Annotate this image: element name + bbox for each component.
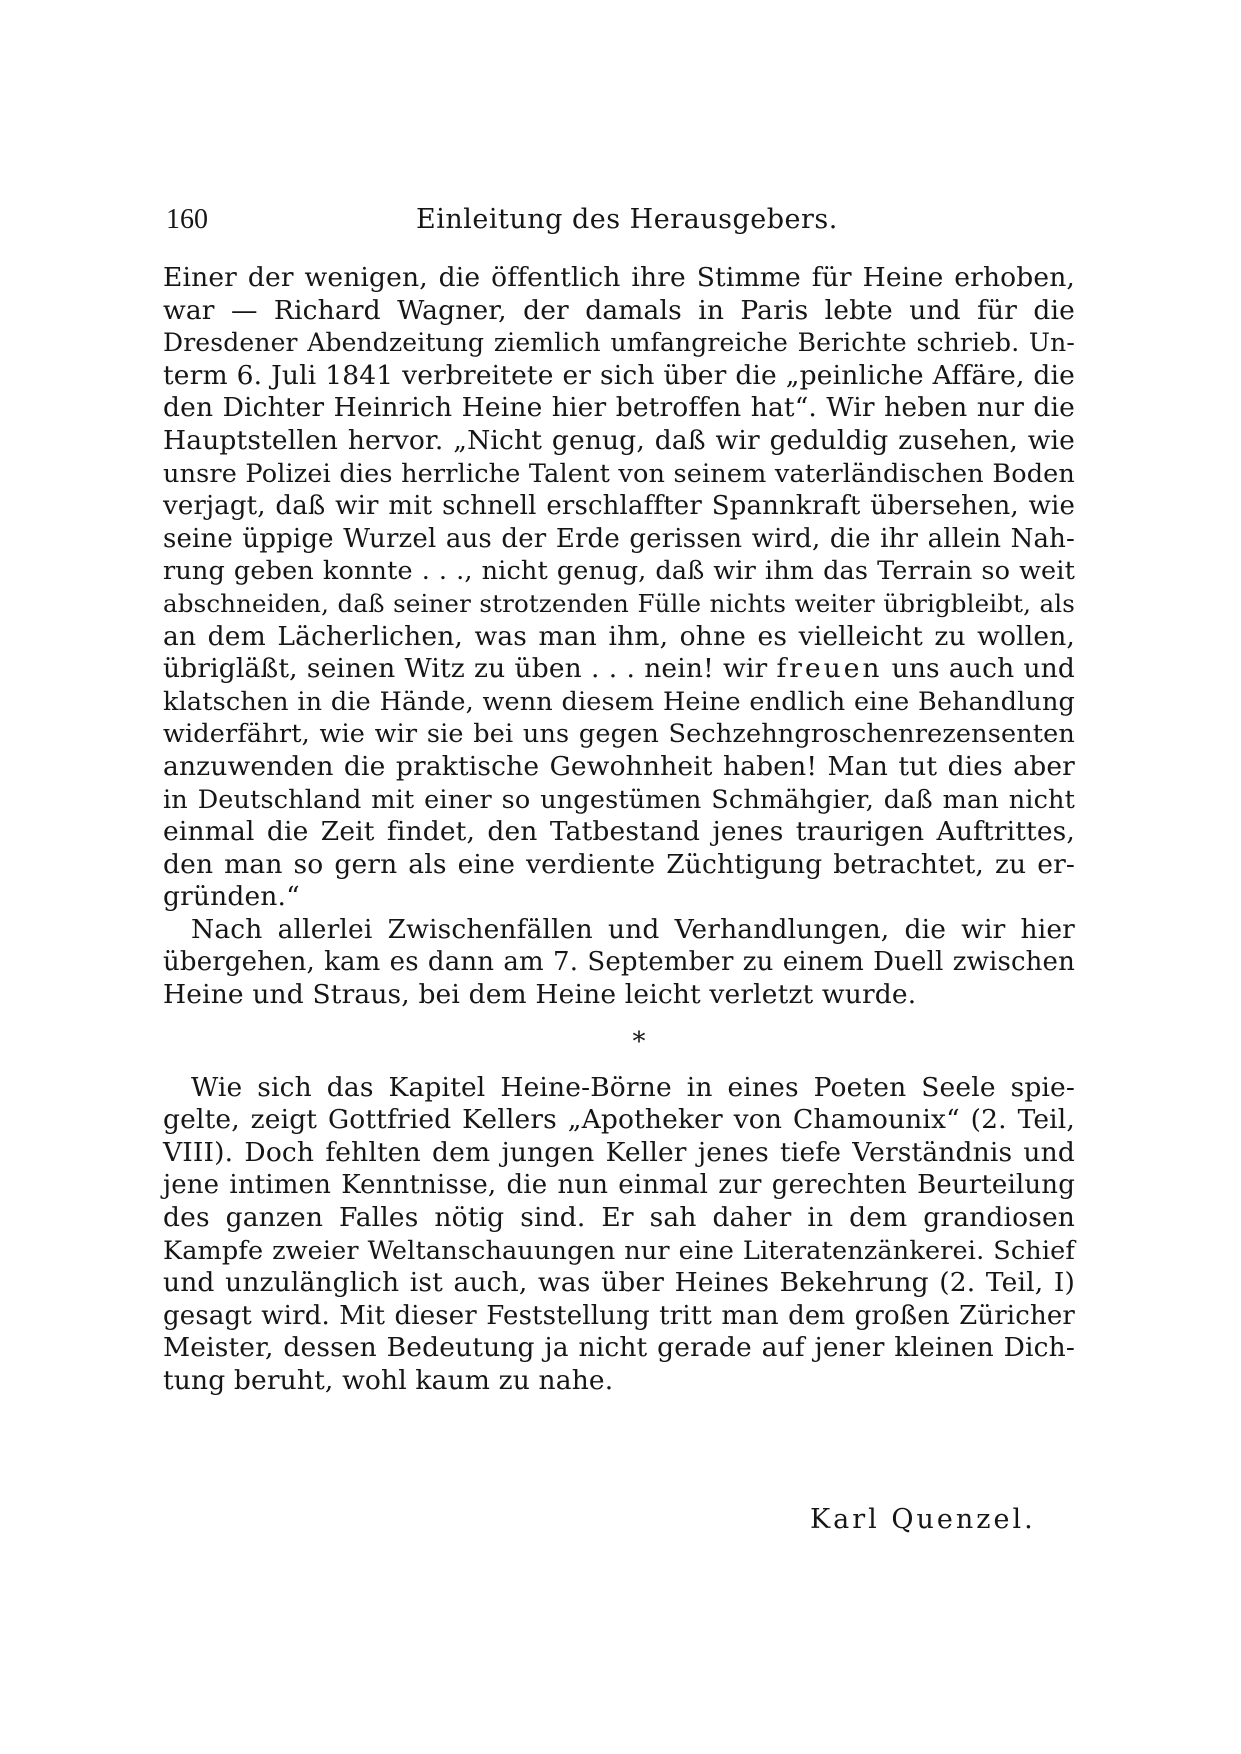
text-line: VIII). Doch fehlten dem jungen Keller jenes tiefe Verständnis und	[163, 1136, 1075, 1168]
text-line: Meister, dessen Bedeutung ja nicht gerade auf jener kleinen Dich-	[163, 1332, 1075, 1364]
text-line: Hauptstellen hervor. „Nicht genug, daß wir geduldig zusehen, wie	[163, 424, 1075, 456]
text-line: übergehen, kam es dann am 7. September zu einem Duell zwischen	[163, 947, 1075, 978]
text-line: abschneiden, daß seiner strotzenden Fülle nichts weiter übrigbleibt, als	[163, 588, 1075, 618]
text-line: des ganzen Falles nötig sind. Er sah daher in dem grandiosen	[163, 1202, 1075, 1234]
paragraph-duel	[163, 914, 1075, 1012]
text-line: rung geben konnte . . ., nicht genug, daß wir ihm das Terrain so weit	[163, 556, 1075, 587]
page-header	[166, 200, 1086, 240]
text-line: einmal die Zeit findet, den Tatbestand jenes traurigen Auftrittes,	[163, 816, 1075, 848]
body-text	[163, 262, 1075, 1398]
text-line: widerfährt, wie wir sie bei uns gegen Sechzehngroschenrezensenten	[163, 719, 1075, 750]
author-signature: Karl Quenzel.	[810, 1504, 1036, 1535]
text-line: und unzulänglich ist auch, was über Heines Bekehrung (2. Teil, I)	[163, 1267, 1075, 1299]
text-line: den Dichter Heinrich Heine hier betroffen hat“. Wir heben nur die	[163, 392, 1075, 424]
text-line: seine üppige Wurzel aus der Erde gerissen wird, die ihr allein Nah-	[163, 523, 1075, 554]
text-line: Nach allerlei Zwischenfällen und Verhandlungen, die wir hier	[191, 913, 1075, 945]
text-line: verjagt, daß wir mit schnell erschlaffter Spannkraft übersehen, wie	[163, 491, 1075, 522]
text-line: in Deutschland mit einer so ungestümen Schmähgier, daß man nicht	[163, 784, 1075, 815]
text-line: an dem Lächerlichen, was man ihm, ohne es vielleicht zu wollen,	[163, 620, 1075, 652]
section-separator: *	[632, 1026, 646, 1057]
page-number: 160	[166, 204, 208, 235]
text-line-emphasis	[163, 653, 1075, 686]
text-line: Einer der wenigen, die öffentlich ihre Stimme für Heine erhoben,	[163, 262, 1075, 293]
running-head: Einleitung des Herausgebers.	[416, 204, 838, 235]
text-line: term 6. Juli 1841 verbreitete er sich über die „peinliche Affäre, die	[163, 359, 1075, 391]
text-line: gründen.“	[163, 881, 300, 913]
text-line: gesagt wird. Mit dieser Feststellung tritt man dem großen Züricher	[163, 1300, 1075, 1331]
text-line: Wie sich das Kapitel Heine-Börne in eines Poeten Seele spie-	[191, 1071, 1075, 1103]
text-line: gelte, zeigt Gottfried Kellers „Apotheker von Chamounix“ (2. Teil,	[163, 1104, 1075, 1136]
paragraph-keller	[163, 1072, 1075, 1398]
text-line: Heine und Straus, bei dem Heine leicht verletzt wurde.	[163, 979, 917, 1011]
spaced-emphasis: freuen	[776, 653, 883, 685]
text-line: Dresdener Abendzeitung ziemlich umfangreiche Berichte schrieb. Un-	[163, 328, 1075, 358]
text-line: unsre Polizei dies herrliche Talent von seinem vaterländischen Boden	[163, 458, 1075, 489]
text-line: anzuwenden die praktische Gewohnheit haben! Man tut dies aber	[163, 750, 1075, 782]
text-line: den man so gern als eine verdiente Züchtigung betrachtet, zu er-	[163, 848, 1075, 880]
text-line: tung beruht, wohl kaum zu nahe.	[163, 1365, 614, 1396]
text-line: war — Richard Wagner, der damals in Paris lebte und für die	[163, 294, 1075, 326]
text-line: klatschen in die Hände, wenn diesem Heine endlich eine Behandlung	[163, 686, 1075, 717]
text-segment: uns auch und	[891, 653, 1076, 685]
text-line: Kampfe zweier Weltanschauungen nur eine Literatenzänkerei. Schief	[163, 1235, 1075, 1266]
text-segment: übrigläßt, seinen Witz zu üben . . . nein! wir	[163, 653, 768, 685]
text-line: jene intimen Kenntnisse, die nun einmal zur gerechten Beurteilung	[163, 1170, 1075, 1201]
paragraph-wagner-quote	[163, 262, 1075, 914]
